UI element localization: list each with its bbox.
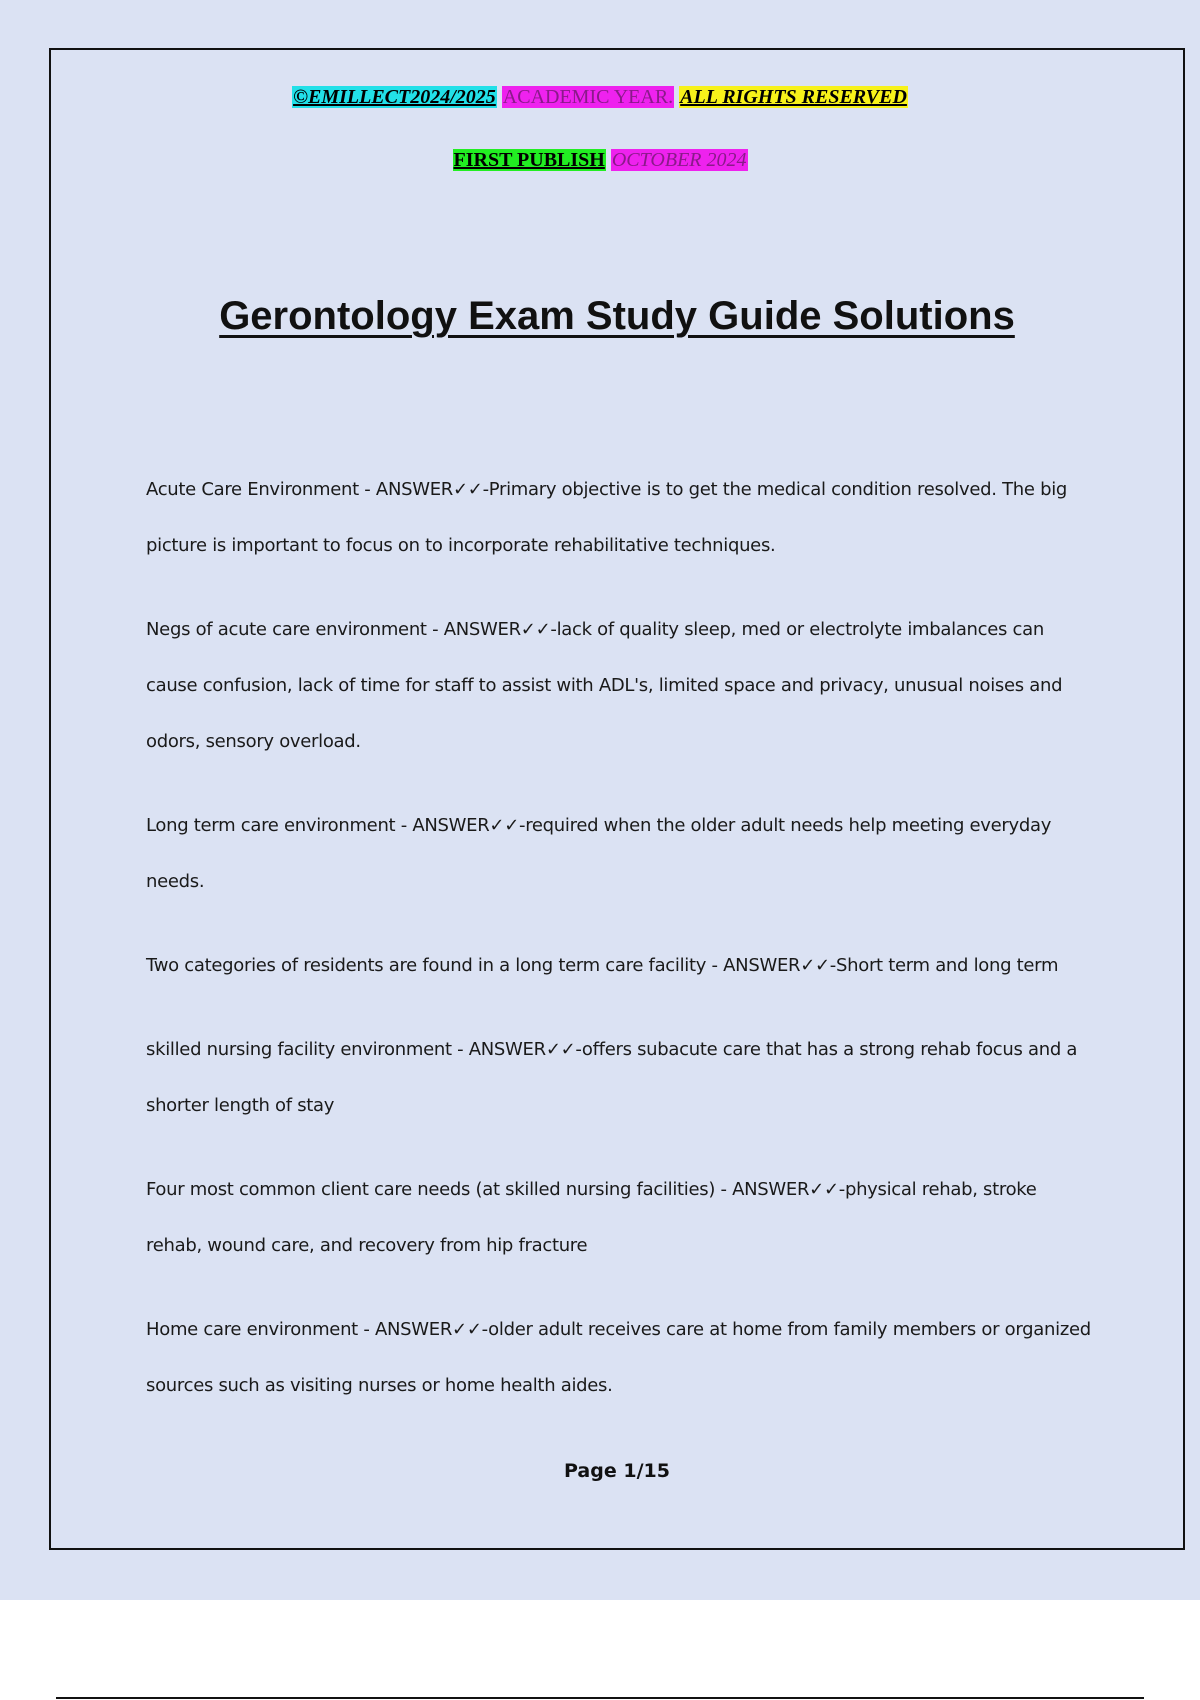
first-publish-label: FIRST PUBLISH (453, 149, 605, 171)
publish-header (0, 147, 1200, 173)
qa-entry-home-care: Home care environment - ANSWER✓✓-older adult receives care at home from family members or organized sources such as visiting nurses or home health aides. (146, 1319, 1091, 1396)
copyright-header (0, 84, 1200, 110)
qa-entry-acute-care: Acute Care Environment - ANSWER✓✓-Primary objective is to get the medical condition resolved. The big picture is important to focus on to incorporate rehabilitative techniques. (146, 479, 1068, 556)
qa-entry-negs-acute-care: Negs of acute care environment - ANSWER✓✓-lack of quality sleep, med or electrolyte imbalances can cause confusion, lack of time for staff to assist with ADL's, limited space and privacy, unusual noises and odors, sensory overload. (146, 619, 1063, 752)
qa-entry-resident-categories: Two categories of residents are found in a long term care facility - ANSWER✓✓-Short term and long term (146, 955, 1059, 976)
publish-date-label: OCTOBER 2024 (611, 149, 747, 171)
copyright-label: ©EMILLECT2024/2025 (293, 86, 496, 108)
academic-year-label: ACADEMIC YEAR. (502, 86, 674, 108)
document-title: Gerontology Exam Study Guide Solutions (219, 294, 1015, 338)
rights-reserved-label: ALL RIGHTS RESERVED (680, 86, 907, 108)
next-page-divider (56, 1697, 1144, 1699)
qa-entry-common-care-needs: Four most common client care needs (at skilled nursing facilities) - ANSWER✓✓-physical rehab, stroke rehab, wound care, and recovery from hip fracture (146, 1179, 1037, 1256)
qa-entry-skilled-nursing: skilled nursing facility environment - ANSWER✓✓-offers subacute care that has a strong rehab focus and a shorter length of stay (146, 1039, 1078, 1116)
study-guide-content (146, 462, 1096, 1442)
page-number: Page 1/15 (564, 1460, 670, 1482)
qa-entry-long-term-care: Long term care environment - ANSWER✓✓-required when the older adult needs help meeting everyday needs. (146, 815, 1052, 892)
